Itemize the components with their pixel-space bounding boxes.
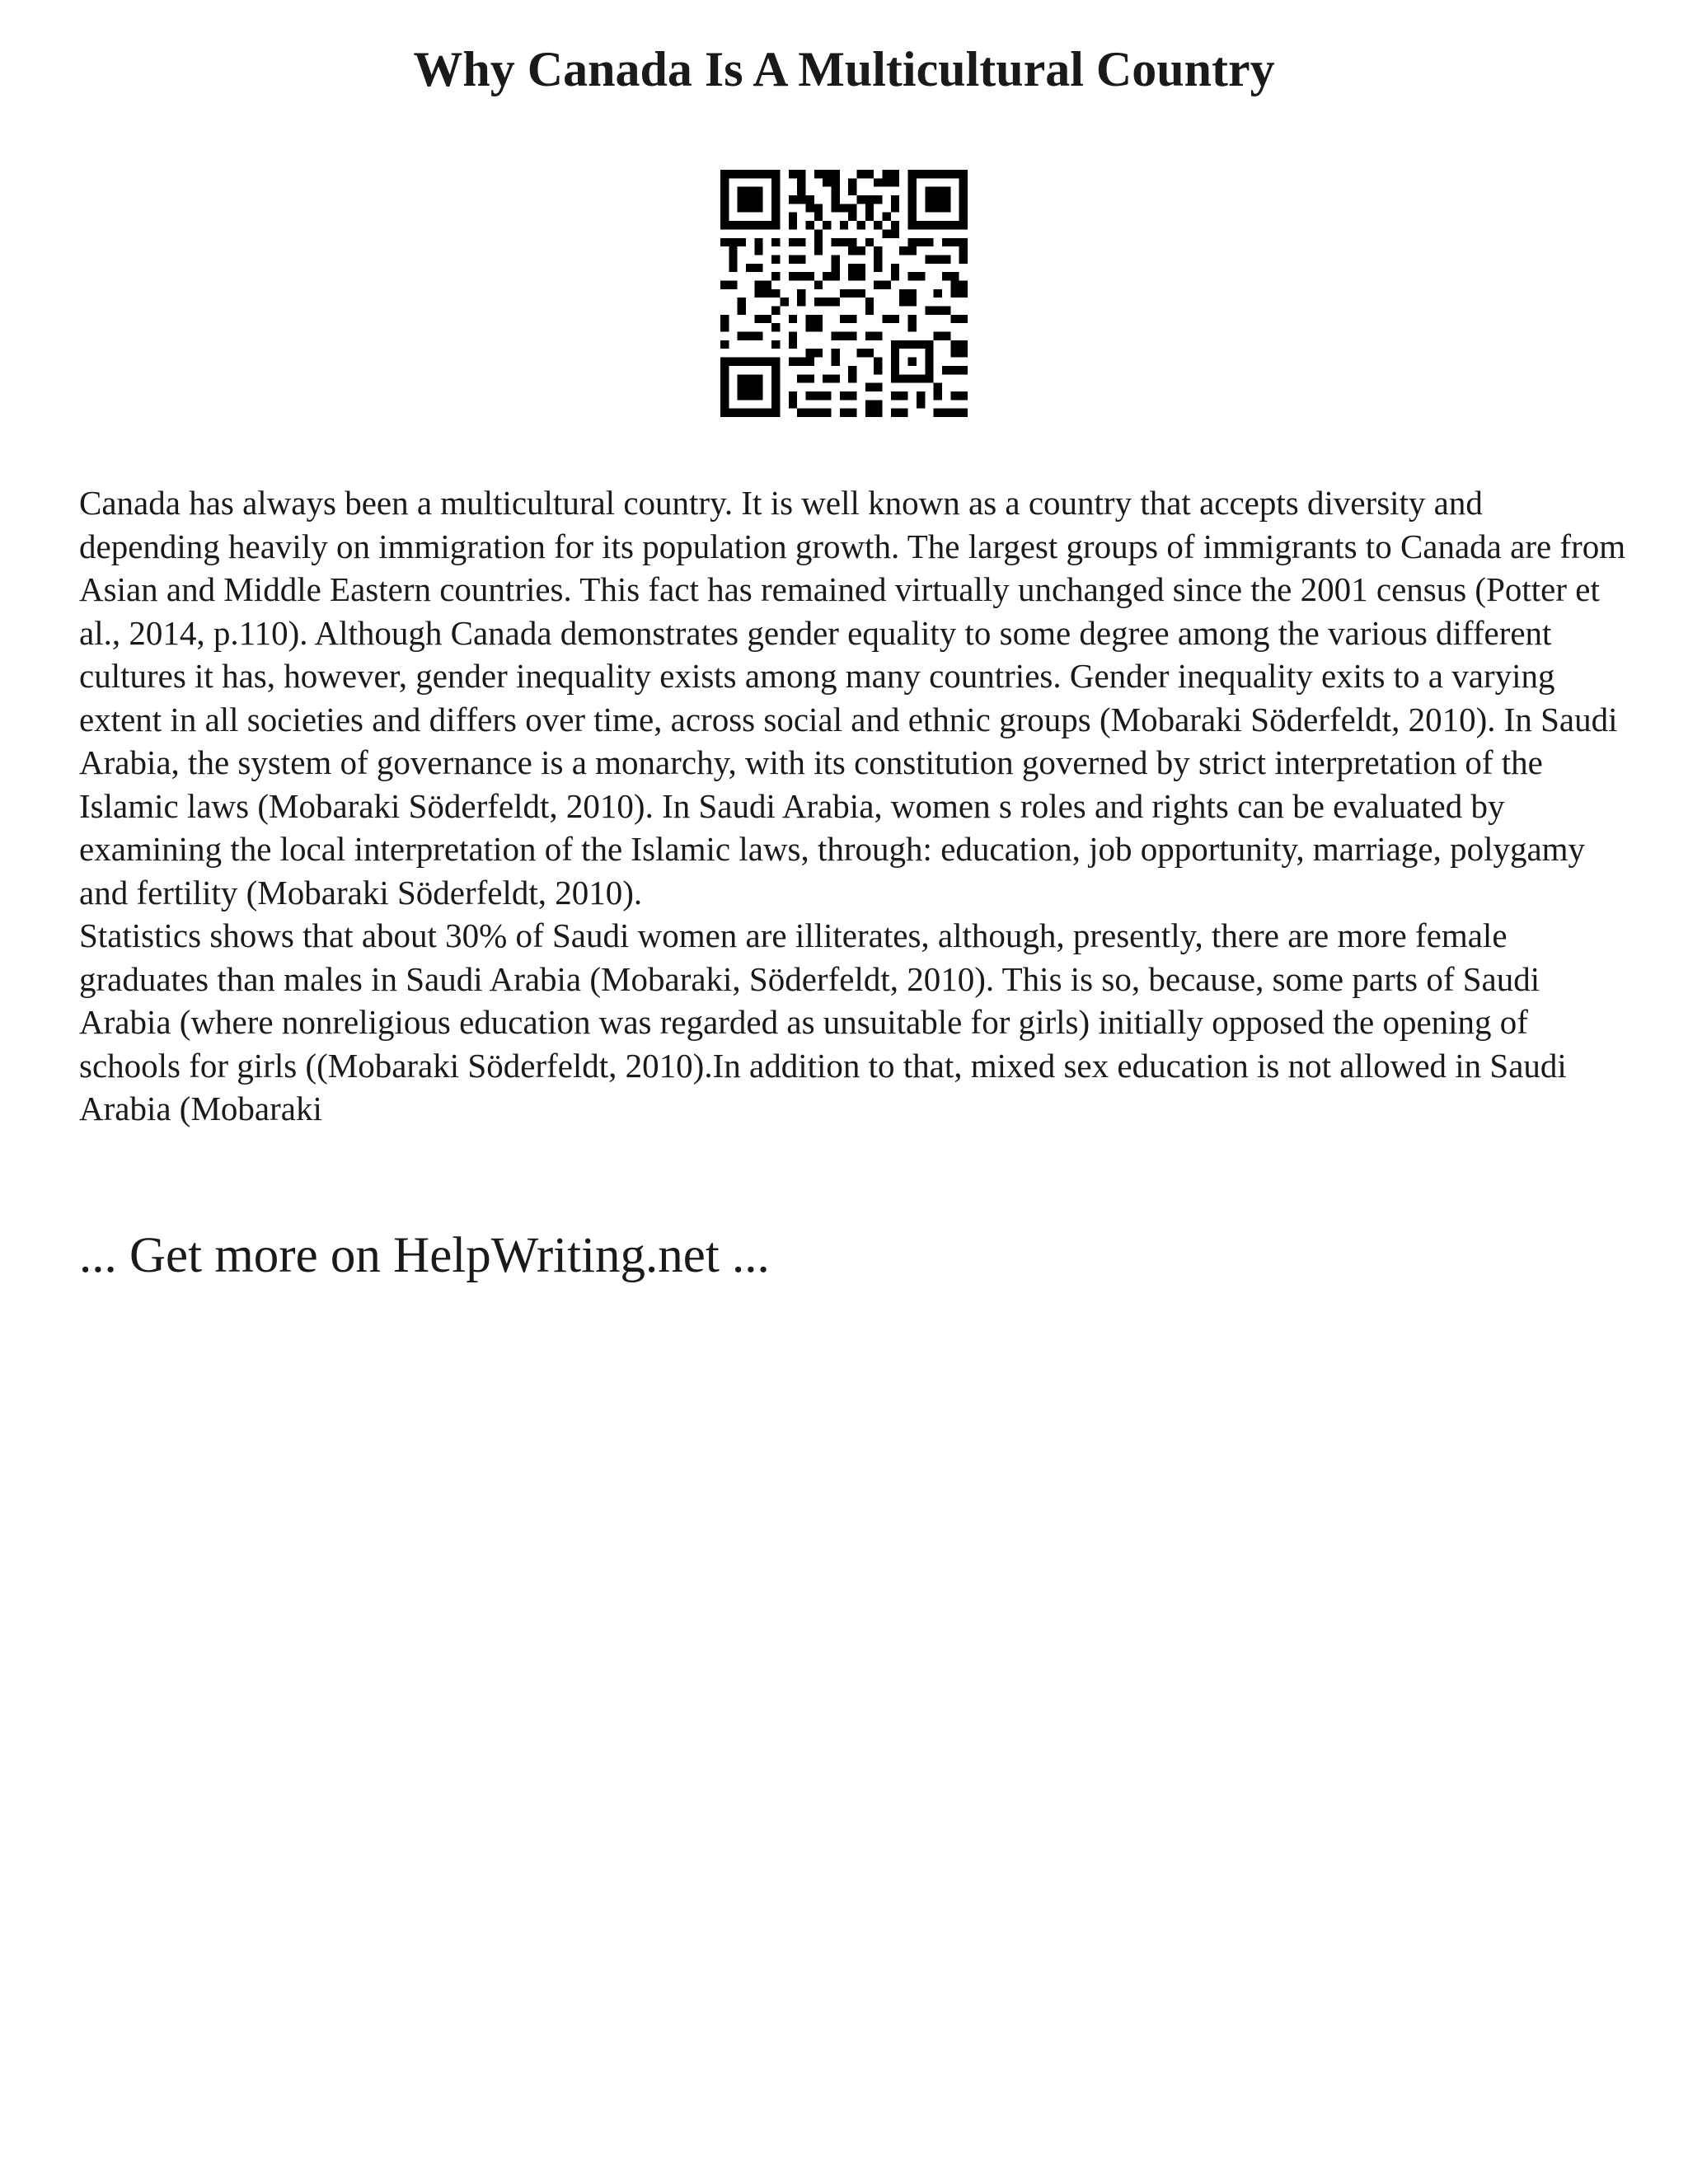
document-title: Why Canada Is A Multicultural Country: [413, 42, 1275, 96]
document-body: [79, 481, 1629, 1131]
body-paragraph-1: Canada has always been a multicultural country. It is well known as a country that accepts diversity and depending heavily on immigration for its population growth. The largest groups of immigrants to Canada are from Asian and Middle Eastern countries. This fact has remained virtually unchanged since the 2001 census (Potter et al., 2014, p.110). Although Canada demonstrates gender equality to some degree among the various different cultures it has, however, gender inequality exists among many countries. Gender inequality exits to a varying extent in all societies and differs over time, across social and ethnic groups (Mobaraki Söderfeldt, 2010). In Saudi Arabia, the system of governance is a monarchy, with its constitution governed by strict interpretation of the Islamic laws (Mobaraki Söderfeldt, 2010). In Saudi Arabia, women s roles and rights can be evaluated by examining the local interpretation of the Islamic laws, through: education, job opportunity, marriage, polygamy and fertility (Mobaraki Söderfeldt, 2010).: [79, 484, 1626, 912]
qr-code-icon: [720, 170, 968, 417]
get-more-link[interactable]: ... Get more on HelpWriting.net ...: [79, 1228, 770, 1283]
body-paragraph-2: Statistics shows that about 30% of Saudi women are illiterates, although, presently, there are more female graduates than males in Saudi Arabia (Mobaraki, Söderfeldt, 2010). This is so, because, some parts of Saudi Arabia (where nonreligious education was regarded as unsuitable for girls) initially opposed the opening of schools for girls ((Mobaraki Söderfeldt, 2010).In addition to that, mixed sex education is not allowed in Saudi Arabia (Mobaraki: [79, 916, 1567, 1127]
